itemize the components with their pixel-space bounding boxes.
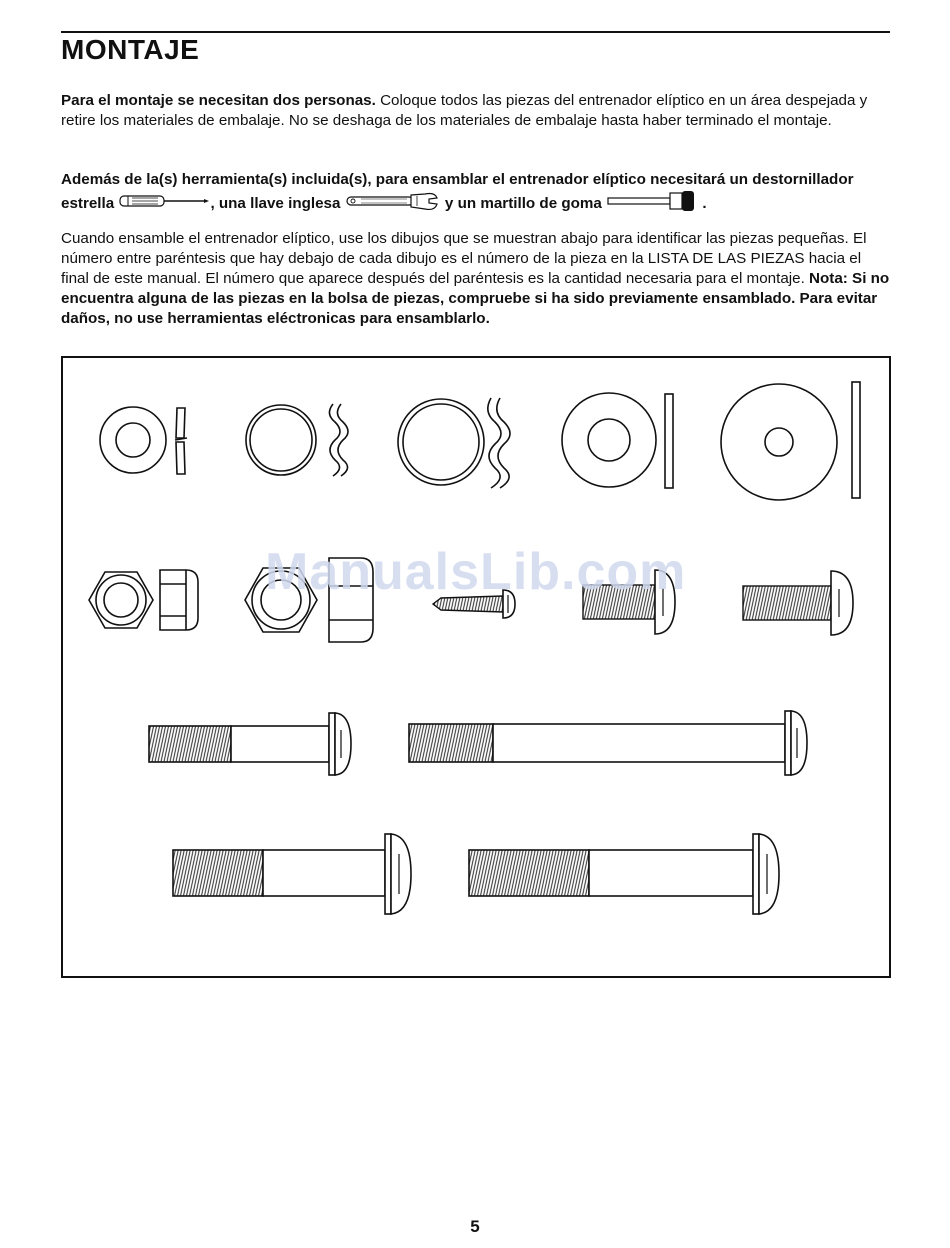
instructions-paragraph (61, 229, 891, 329)
flat-washer-large (721, 382, 860, 500)
page-number: 5 (470, 1217, 480, 1236)
button-bolt-thick-long (469, 834, 779, 914)
flat-washer-medium (562, 393, 673, 488)
intro-paragraph (61, 91, 891, 131)
intro-text: Coloque todos las piezas del entrenador elíptico en un área despejada y retire los materiales de embalaje. No se deshaga de los materiales de embalaje hasta haber terminado el montaje. (61, 92, 868, 129)
watermark: ManualsLib.com (265, 543, 687, 601)
parts-identification-chart (61, 356, 891, 978)
header-rule (61, 31, 890, 33)
button-bolt-long (409, 711, 807, 775)
wave-washer-small (246, 404, 348, 476)
wave-washer-large (398, 398, 510, 488)
instructions-text: Cuando ensamble el entrenador elíptico, use los dibujos que se muestran abajo para identificar las piezas pequeñas. El número entre paréntesis que hay debajo de cada dibujo es el número de la pieza en la LISTA DE LAS PIEZAS hacia el final de este manual. El número que aparece después del paréntesis es la cantidad necesaria para el montaje. (61, 230, 867, 287)
screwdriver-icon (118, 193, 210, 215)
instructions-note: Nota: Si no encuentra alguna de las piezas en la bolsa de piezas, compruebe si ha sido previamente ensamblado. Para evitar daños, no use herramientas eléctronicas para ensamblarlo. (61, 270, 890, 327)
tools-lead: Además de la(s) herramienta(s) incluida(s), para ensamblar el entrenador elíptico necesitará un destornillador estrella (61, 171, 854, 213)
tools-paragraph (61, 170, 891, 218)
split-washer (100, 407, 187, 474)
button-bolt-thick-medium (173, 834, 411, 914)
button-bolt-medium (149, 713, 351, 775)
wrench-label: , una llave inglesa (210, 195, 341, 213)
wrench-icon (345, 190, 441, 218)
hammer-label: y un martillo de goma (444, 195, 602, 213)
section-title: MONTAJE (61, 34, 200, 65)
button-bolt-short-2 (743, 571, 853, 635)
nylon-locknut-small (89, 570, 198, 630)
tools-end: . (702, 195, 707, 213)
intro-bold: Para el montaje se necesitan dos personas. (61, 92, 376, 109)
mallet-icon (606, 190, 698, 218)
